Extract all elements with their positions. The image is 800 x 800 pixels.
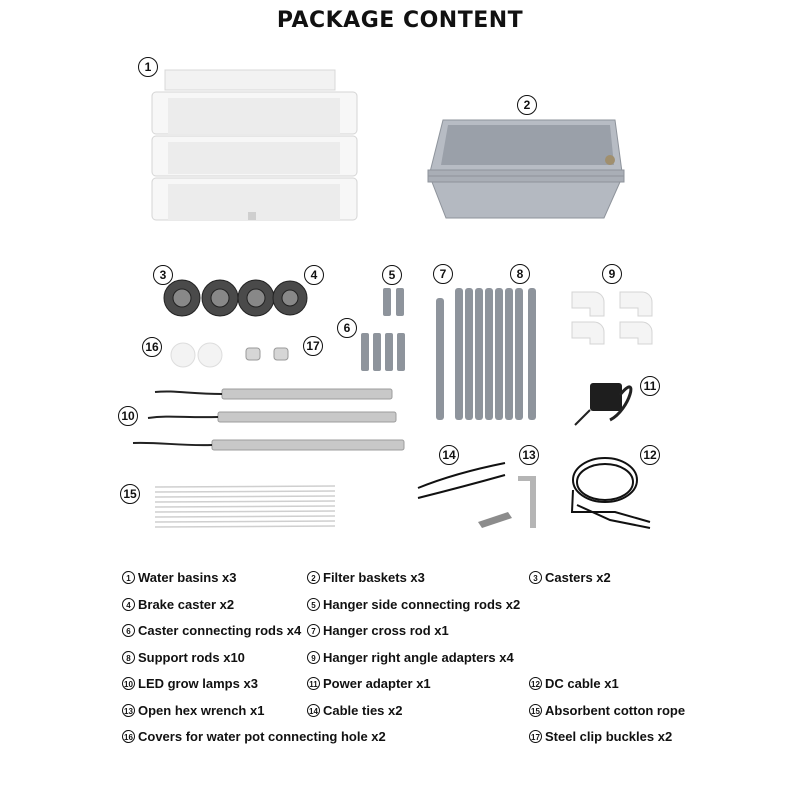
cotton-rope-image [155, 486, 335, 527]
legend-number: 7 [307, 624, 320, 637]
callout-10: 10 [118, 406, 138, 426]
callout-3: 3 [153, 265, 173, 285]
legend-number: 2 [307, 571, 320, 584]
callout-6: 6 [337, 318, 357, 338]
hex-wrench-image [478, 476, 536, 528]
legend-number: 5 [307, 598, 320, 611]
legend-label: Filter baskets x3 [323, 570, 425, 585]
callout-17: 17 [303, 336, 323, 356]
legend-label: Water basins x3 [138, 570, 237, 585]
legend-label: LED grow lamps x3 [138, 676, 258, 691]
legend-item [122, 597, 234, 613]
legend-item [122, 729, 386, 745]
legend-number: 8 [122, 651, 135, 664]
legend-number: 11 [307, 677, 320, 690]
legend-item [529, 703, 685, 719]
legend-number: 14 [307, 704, 320, 717]
short-rods-image [361, 288, 405, 371]
legend-number: 9 [307, 651, 320, 664]
callout-9: 9 [602, 264, 622, 284]
dc-cable-image [572, 458, 650, 528]
legend-item [307, 676, 431, 692]
legend-number: 13 [122, 704, 135, 717]
water-basins-image [152, 70, 357, 220]
legend-number: 1 [122, 571, 135, 584]
long-rods-image [436, 288, 536, 420]
legend-label: Steel clip buckles x2 [545, 729, 673, 744]
legend-item [529, 570, 611, 586]
page-title: PACKAGE CONTENT [276, 8, 524, 33]
legend-item [307, 623, 449, 639]
right-angle-adapters-image [572, 292, 652, 344]
steel-clips-image [246, 348, 288, 360]
legend-item [529, 676, 619, 692]
legend-number: 3 [529, 571, 542, 584]
callout-5: 5 [382, 265, 402, 285]
callout-4: 4 [304, 265, 324, 285]
legend-number: 15 [529, 704, 542, 717]
legend-item [529, 729, 672, 745]
legend-number: 17 [529, 730, 542, 743]
legend-label: Power adapter x1 [323, 676, 431, 691]
legend-item [122, 703, 264, 719]
legend-item [307, 703, 403, 719]
legend-label: Support rods x10 [138, 650, 245, 665]
legend-label: Brake caster x2 [138, 597, 235, 612]
callout-13: 13 [519, 445, 539, 465]
legend-label: Absorbent cotton rope [545, 703, 686, 718]
legend-label: Caster connecting rods x4 [138, 623, 302, 638]
cable-ties-image [418, 463, 505, 498]
legend-label: Covers for water pot connecting hole x2 [138, 729, 386, 744]
callout-16: 16 [142, 337, 162, 357]
legend-number: 16 [122, 730, 135, 743]
legend-label: Cable ties x2 [323, 703, 403, 718]
legend-label: Open hex wrench x1 [138, 703, 265, 718]
legend-item [122, 650, 245, 666]
power-adapter-image [575, 383, 631, 425]
legend-item [122, 623, 301, 639]
legend-item [307, 650, 514, 666]
callout-7: 7 [433, 264, 453, 284]
callout-15: 15 [120, 484, 140, 504]
legend-item [122, 676, 258, 692]
callout-12: 12 [640, 445, 660, 465]
legend-number: 4 [122, 598, 135, 611]
legend-number: 10 [122, 677, 135, 690]
callout-14: 14 [439, 445, 459, 465]
legend-item [307, 570, 425, 586]
legend-number: 12 [529, 677, 542, 690]
callout-2: 2 [517, 95, 537, 115]
callout-11: 11 [640, 376, 660, 396]
legend-label: DC cable x1 [545, 676, 619, 691]
legend-label: Hanger side connecting rods x2 [323, 597, 521, 612]
filter-baskets-image [428, 120, 624, 218]
covers-image [171, 343, 222, 367]
legend-number: 6 [122, 624, 135, 637]
legend-item [307, 597, 520, 613]
callout-1: 1 [138, 57, 158, 77]
legend-label: Hanger cross rod x1 [323, 623, 449, 638]
casters-image [164, 280, 307, 316]
legend-item [122, 570, 237, 586]
led-lamps-image [133, 389, 404, 450]
callout-8: 8 [510, 264, 530, 284]
legend-label: Hanger right angle adapters x4 [323, 650, 514, 665]
legend-label: Casters x2 [545, 570, 611, 585]
